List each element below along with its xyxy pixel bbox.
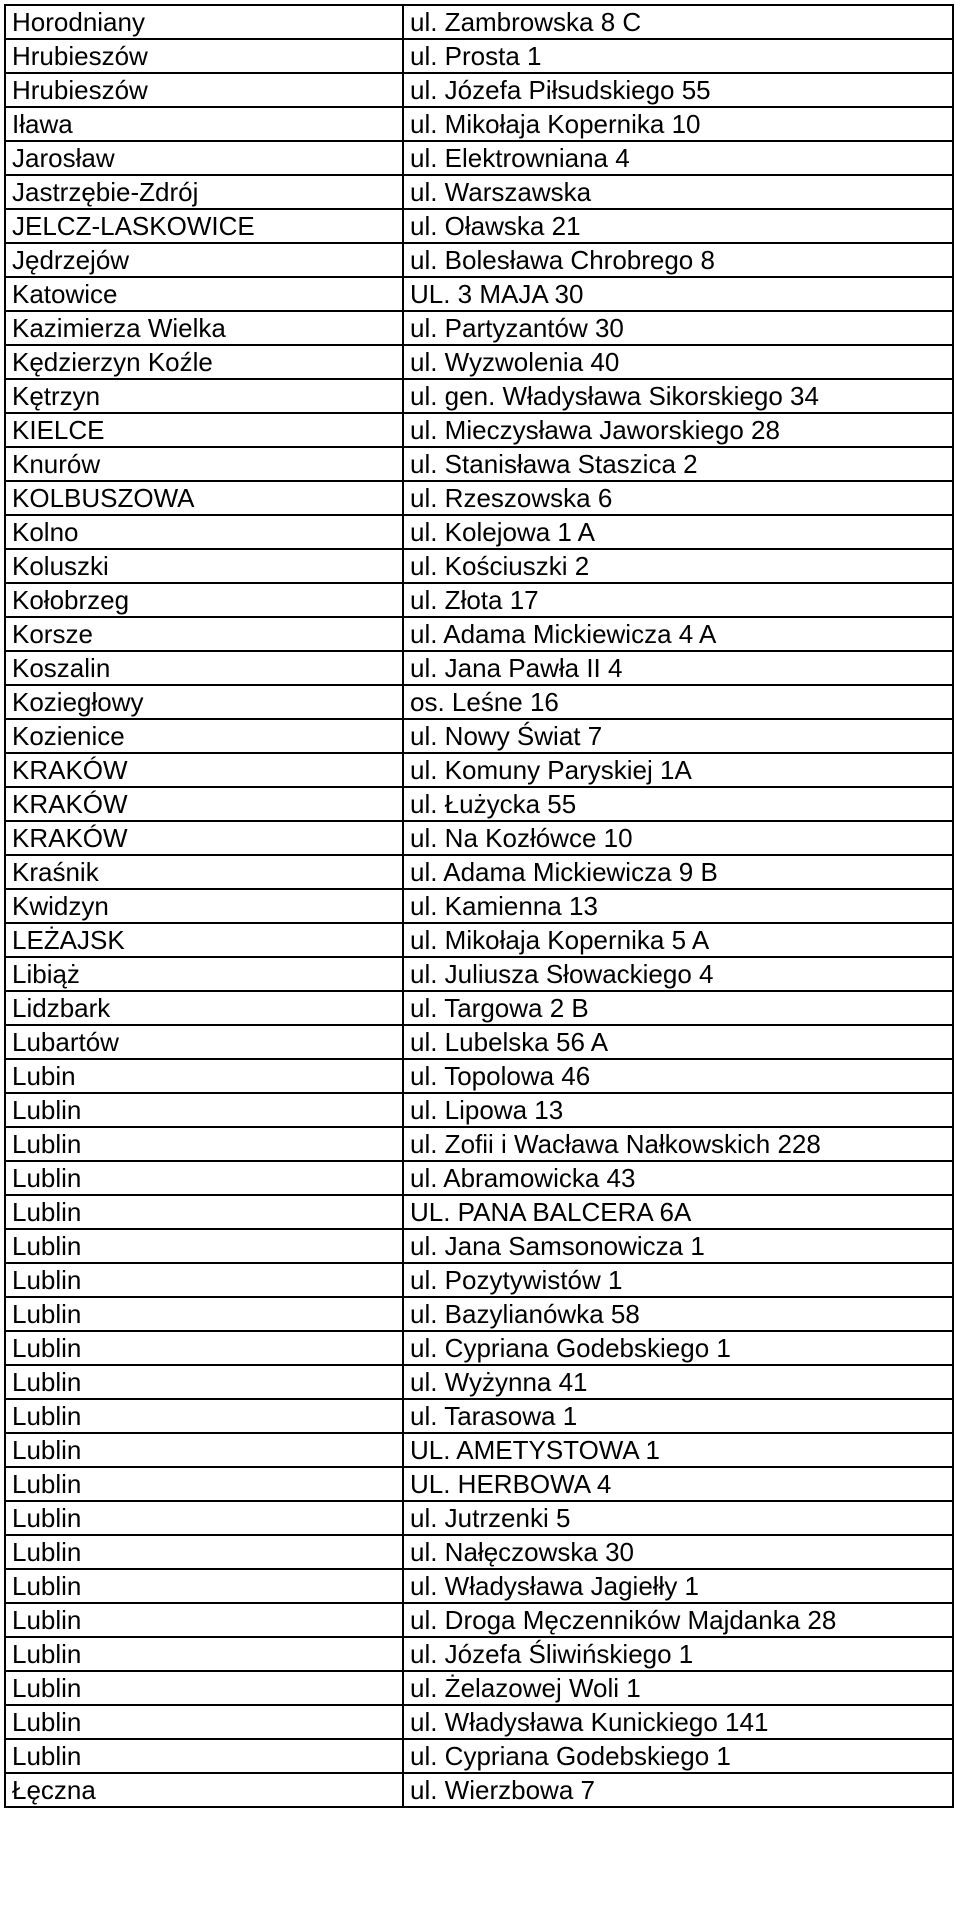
street-cell: ul. Józefa Śliwińskiego 1 <box>403 1637 953 1671</box>
city-cell: Lublin <box>5 1739 403 1773</box>
street-cell: ul. Prosta 1 <box>403 39 953 73</box>
city-cell: Kazimierza Wielka <box>5 311 403 345</box>
city-cell: Lublin <box>5 1161 403 1195</box>
street-cell: UL. AMETYSTOWA 1 <box>403 1433 953 1467</box>
street-cell: ul. Pozytywistów 1 <box>403 1263 953 1297</box>
table-row <box>5 1161 953 1195</box>
table-row <box>5 821 953 855</box>
table-row <box>5 515 953 549</box>
street-cell: ul. Oławska 21 <box>403 209 953 243</box>
table-row <box>5 1365 953 1399</box>
city-cell: Łęczna <box>5 1773 403 1807</box>
city-cell: Lublin <box>5 1127 403 1161</box>
table-row <box>5 1603 953 1637</box>
city-cell: Lubartów <box>5 1025 403 1059</box>
table-row <box>5 277 953 311</box>
table-row <box>5 753 953 787</box>
table-row <box>5 1025 953 1059</box>
table-row <box>5 1705 953 1739</box>
street-cell: os. Leśne 16 <box>403 685 953 719</box>
street-cell: ul. Adama Mickiewicza 9 B <box>403 855 953 889</box>
city-cell: Knurów <box>5 447 403 481</box>
street-cell: ul. Lipowa 13 <box>403 1093 953 1127</box>
city-cell: Lublin <box>5 1399 403 1433</box>
city-cell: Lidzbark <box>5 991 403 1025</box>
table-row <box>5 957 953 991</box>
table-row <box>5 311 953 345</box>
street-cell: ul. Józefa Piłsudskiego 55 <box>403 73 953 107</box>
city-cell: JELCZ-LASKOWICE <box>5 209 403 243</box>
city-cell: Lublin <box>5 1229 403 1263</box>
city-cell: KIELCE <box>5 413 403 447</box>
table-row <box>5 447 953 481</box>
city-cell: KOLBUSZOWA <box>5 481 403 515</box>
city-cell: Lublin <box>5 1671 403 1705</box>
street-cell: ul. gen. Władysława Sikorskiego 34 <box>403 379 953 413</box>
table-row <box>5 889 953 923</box>
table-row <box>5 1773 953 1807</box>
street-cell: ul. Wyżynna 41 <box>403 1365 953 1399</box>
table-row <box>5 855 953 889</box>
table-row <box>5 481 953 515</box>
street-cell: ul. Warszawska <box>403 175 953 209</box>
city-cell: Kraśnik <box>5 855 403 889</box>
street-cell: ul. Mikołaja Kopernika 10 <box>403 107 953 141</box>
table-row <box>5 1433 953 1467</box>
city-cell: Kozienice <box>5 719 403 753</box>
table-row <box>5 345 953 379</box>
street-cell: UL. PANA BALCERA 6A <box>403 1195 953 1229</box>
table-row <box>5 617 953 651</box>
city-cell: Iława <box>5 107 403 141</box>
table-row <box>5 1059 953 1093</box>
street-cell: ul. Elektrowniana 4 <box>403 141 953 175</box>
table-row <box>5 1535 953 1569</box>
street-cell: ul. Zambrowska 8 C <box>403 5 953 39</box>
table-row <box>5 209 953 243</box>
table-row <box>5 651 953 685</box>
table-row <box>5 1569 953 1603</box>
city-cell: Jędrzejów <box>5 243 403 277</box>
table-row <box>5 73 953 107</box>
city-cell: KRAKÓW <box>5 753 403 787</box>
table-row <box>5 413 953 447</box>
street-cell: ul. Władysława Kunickiego 141 <box>403 1705 953 1739</box>
street-cell: ul. Władysława Jagiełły 1 <box>403 1569 953 1603</box>
city-cell: Lublin <box>5 1501 403 1535</box>
street-cell: ul. Jana Pawła II 4 <box>403 651 953 685</box>
city-cell: Lublin <box>5 1467 403 1501</box>
city-cell: Koszalin <box>5 651 403 685</box>
city-cell: Kołobrzeg <box>5 583 403 617</box>
table-row <box>5 991 953 1025</box>
table-row <box>5 1229 953 1263</box>
street-cell: ul. Mieczysława Jaworskiego 28 <box>403 413 953 447</box>
street-cell: ul. Partyzantów 30 <box>403 311 953 345</box>
street-cell: ul. Juliusza Słowackiego 4 <box>403 957 953 991</box>
table-row <box>5 141 953 175</box>
table-row <box>5 1739 953 1773</box>
street-cell: ul. Wyzwolenia 40 <box>403 345 953 379</box>
street-cell: ul. Jutrzenki 5 <box>403 1501 953 1535</box>
city-cell: Lublin <box>5 1093 403 1127</box>
table-row <box>5 39 953 73</box>
street-cell: ul. Kamienna 13 <box>403 889 953 923</box>
table-row <box>5 5 953 39</box>
street-cell: ul. Na Kozłówce 10 <box>403 821 953 855</box>
city-cell: Katowice <box>5 277 403 311</box>
city-cell: Libiąż <box>5 957 403 991</box>
table-row <box>5 1195 953 1229</box>
table-row <box>5 1671 953 1705</box>
city-cell: Hrubieszów <box>5 73 403 107</box>
city-cell: Lublin <box>5 1535 403 1569</box>
table-row <box>5 1297 953 1331</box>
table-row <box>5 1127 953 1161</box>
city-cell: KRAKÓW <box>5 821 403 855</box>
city-cell: Lublin <box>5 1637 403 1671</box>
table-row <box>5 1093 953 1127</box>
city-cell: LEŻAJSK <box>5 923 403 957</box>
street-cell: ul. Mikołaja Kopernika 5 A <box>403 923 953 957</box>
city-cell: Lublin <box>5 1433 403 1467</box>
table-row <box>5 379 953 413</box>
city-cell: Lublin <box>5 1263 403 1297</box>
city-cell: Lublin <box>5 1705 403 1739</box>
street-cell: ul. Żelazowej Woli 1 <box>403 1671 953 1705</box>
table-row <box>5 1501 953 1535</box>
city-cell: Lublin <box>5 1365 403 1399</box>
city-cell: Kętrzyn <box>5 379 403 413</box>
table-row <box>5 787 953 821</box>
street-cell: ul. Kolejowa 1 A <box>403 515 953 549</box>
city-cell: Lublin <box>5 1331 403 1365</box>
table-row <box>5 583 953 617</box>
city-cell: Jastrzębie-Zdrój <box>5 175 403 209</box>
city-cell: Lublin <box>5 1297 403 1331</box>
table-row <box>5 1467 953 1501</box>
street-cell: ul. Adama Mickiewicza 4 A <box>403 617 953 651</box>
street-cell: ul. Łużycka 55 <box>403 787 953 821</box>
street-cell: ul. Złota 17 <box>403 583 953 617</box>
city-cell: Kędzierzyn Koźle <box>5 345 403 379</box>
street-cell: ul. Targowa 2 B <box>403 991 953 1025</box>
table-row <box>5 1263 953 1297</box>
table-row <box>5 719 953 753</box>
street-cell: ul. Bazylianówka 58 <box>403 1297 953 1331</box>
table-row <box>5 243 953 277</box>
city-cell: Kolno <box>5 515 403 549</box>
street-cell: ul. Topolowa 46 <box>403 1059 953 1093</box>
address-table-body <box>5 5 953 1807</box>
street-cell: ul. Komuny Paryskiej 1A <box>403 753 953 787</box>
street-cell: ul. Jana Samsonowicza 1 <box>403 1229 953 1263</box>
street-cell: ul. Abramowicka 43 <box>403 1161 953 1195</box>
street-cell: UL. HERBOWA 4 <box>403 1467 953 1501</box>
table-row <box>5 1331 953 1365</box>
street-cell: ul. Cypriana Godebskiego 1 <box>403 1739 953 1773</box>
city-cell: Lublin <box>5 1195 403 1229</box>
table-row <box>5 923 953 957</box>
city-cell: KRAKÓW <box>5 787 403 821</box>
city-cell: Korsze <box>5 617 403 651</box>
street-cell: ul. Nałęczowska 30 <box>403 1535 953 1569</box>
table-row <box>5 1637 953 1671</box>
street-cell: ul. Nowy Świat 7 <box>403 719 953 753</box>
city-cell: Lublin <box>5 1603 403 1637</box>
street-cell: ul. Lubelska 56 A <box>403 1025 953 1059</box>
city-cell: Kwidzyn <box>5 889 403 923</box>
street-cell: ul. Stanisława Staszica 2 <box>403 447 953 481</box>
street-cell: ul. Cypriana Godebskiego 1 <box>403 1331 953 1365</box>
street-cell: ul. Wierzbowa 7 <box>403 1773 953 1807</box>
table-row <box>5 549 953 583</box>
street-cell: ul. Kościuszki 2 <box>403 549 953 583</box>
street-cell: ul. Bolesława Chrobrego 8 <box>403 243 953 277</box>
street-cell: UL. 3 MAJA 30 <box>403 277 953 311</box>
city-cell: Horodniany <box>5 5 403 39</box>
city-cell: Lublin <box>5 1569 403 1603</box>
street-cell: ul. Rzeszowska 6 <box>403 481 953 515</box>
street-cell: ul. Droga Męczenników Majdanka 28 <box>403 1603 953 1637</box>
street-cell: ul. Zofii i Wacława Nałkowskich 228 <box>403 1127 953 1161</box>
table-row <box>5 1399 953 1433</box>
city-cell: Lubin <box>5 1059 403 1093</box>
city-cell: Koluszki <box>5 549 403 583</box>
city-cell: Jarosław <box>5 141 403 175</box>
table-row <box>5 107 953 141</box>
table-row <box>5 175 953 209</box>
address-table <box>4 4 954 1808</box>
table-row <box>5 685 953 719</box>
street-cell: ul. Tarasowa 1 <box>403 1399 953 1433</box>
city-cell: Koziegłowy <box>5 685 403 719</box>
city-cell: Hrubieszów <box>5 39 403 73</box>
